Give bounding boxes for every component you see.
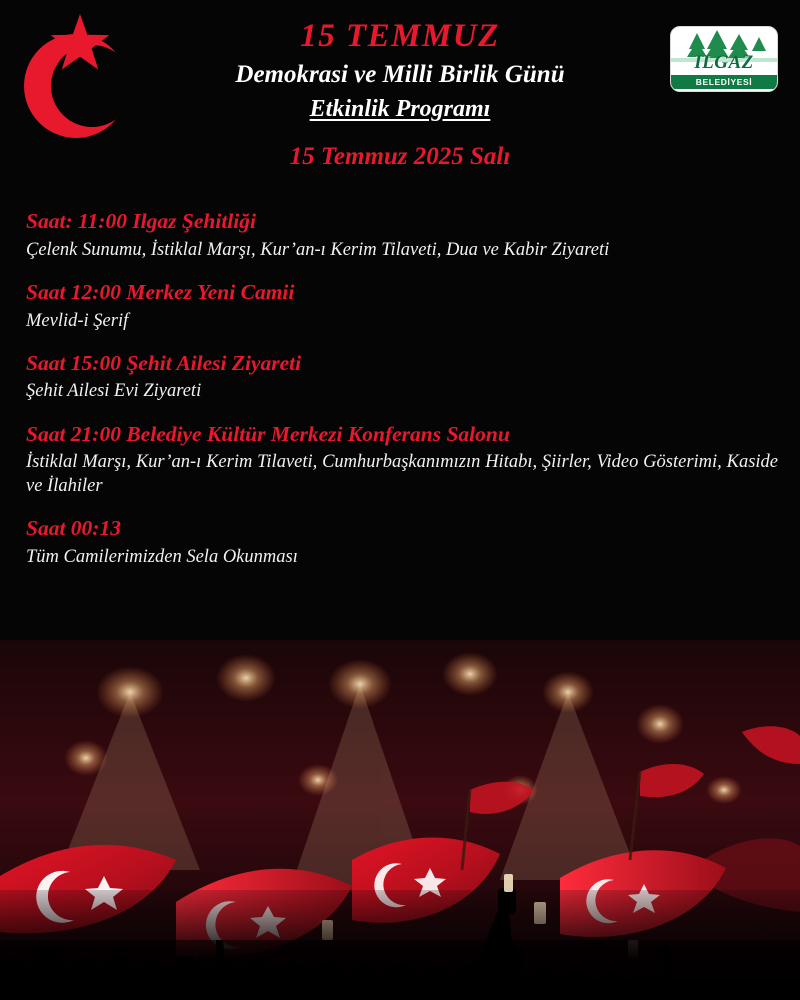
program-list bbox=[0, 205, 800, 569]
program-entry bbox=[26, 280, 778, 333]
program-entry bbox=[26, 209, 778, 262]
program-entry bbox=[26, 351, 778, 404]
program-entry-description: Mevlid-i Şerif bbox=[26, 310, 129, 331]
logo-sub-text: BELEDİYESİ bbox=[695, 77, 753, 87]
program-entry-description: Tüm Camilerimizden Sela Okunması bbox=[26, 547, 298, 568]
header-subtitle-1: Demokrasi ve Milli Birlik Günü bbox=[235, 61, 565, 88]
program-entry-title: Saat: 11:00 Ilgaz Şehitliği bbox=[26, 209, 256, 233]
poster-header bbox=[0, 0, 800, 205]
program-entry-title: Saat 00:13 bbox=[26, 516, 121, 541]
program-entry-description: İstiklal Marşı, Kur’an-ı Kerim Tilaveti, Cumhurbaşkanımızın Hitabı, Şiirler, Video Gösterimi, Kaside ve İlahiler bbox=[26, 452, 778, 497]
page-title: 15 TEMMUZ bbox=[300, 18, 500, 54]
logo-main-text: ILGAZ bbox=[694, 52, 754, 73]
ilgaz-belediyesi-logo bbox=[670, 26, 778, 92]
crowd-with-turkish-flags-photo bbox=[0, 640, 800, 1000]
program-entry-description: Çelenk Sunumu, İstiklal Marşı, Kur’an-ı Kerim Tilaveti, Dua ve Kabir Ziyareti bbox=[26, 239, 610, 260]
header-subtitle-2: Etkinlik Programı bbox=[309, 95, 491, 122]
header-date: 15 Temmuz 2025 Salı bbox=[289, 142, 511, 170]
program-entry bbox=[26, 516, 778, 569]
program-entry-title: Saat 12:00 Merkez Yeni Camii bbox=[26, 279, 295, 304]
program-entry-title: Saat 21:00 Belediye Kültür Merkezi Konferans Salonu bbox=[26, 421, 510, 446]
program-entry-title: Saat 15:00 Şehit Ailesi Ziyareti bbox=[26, 350, 302, 375]
program-entry-description: Şehit Ailesi Evi Ziyareti bbox=[26, 381, 202, 402]
program-entry bbox=[26, 422, 778, 499]
